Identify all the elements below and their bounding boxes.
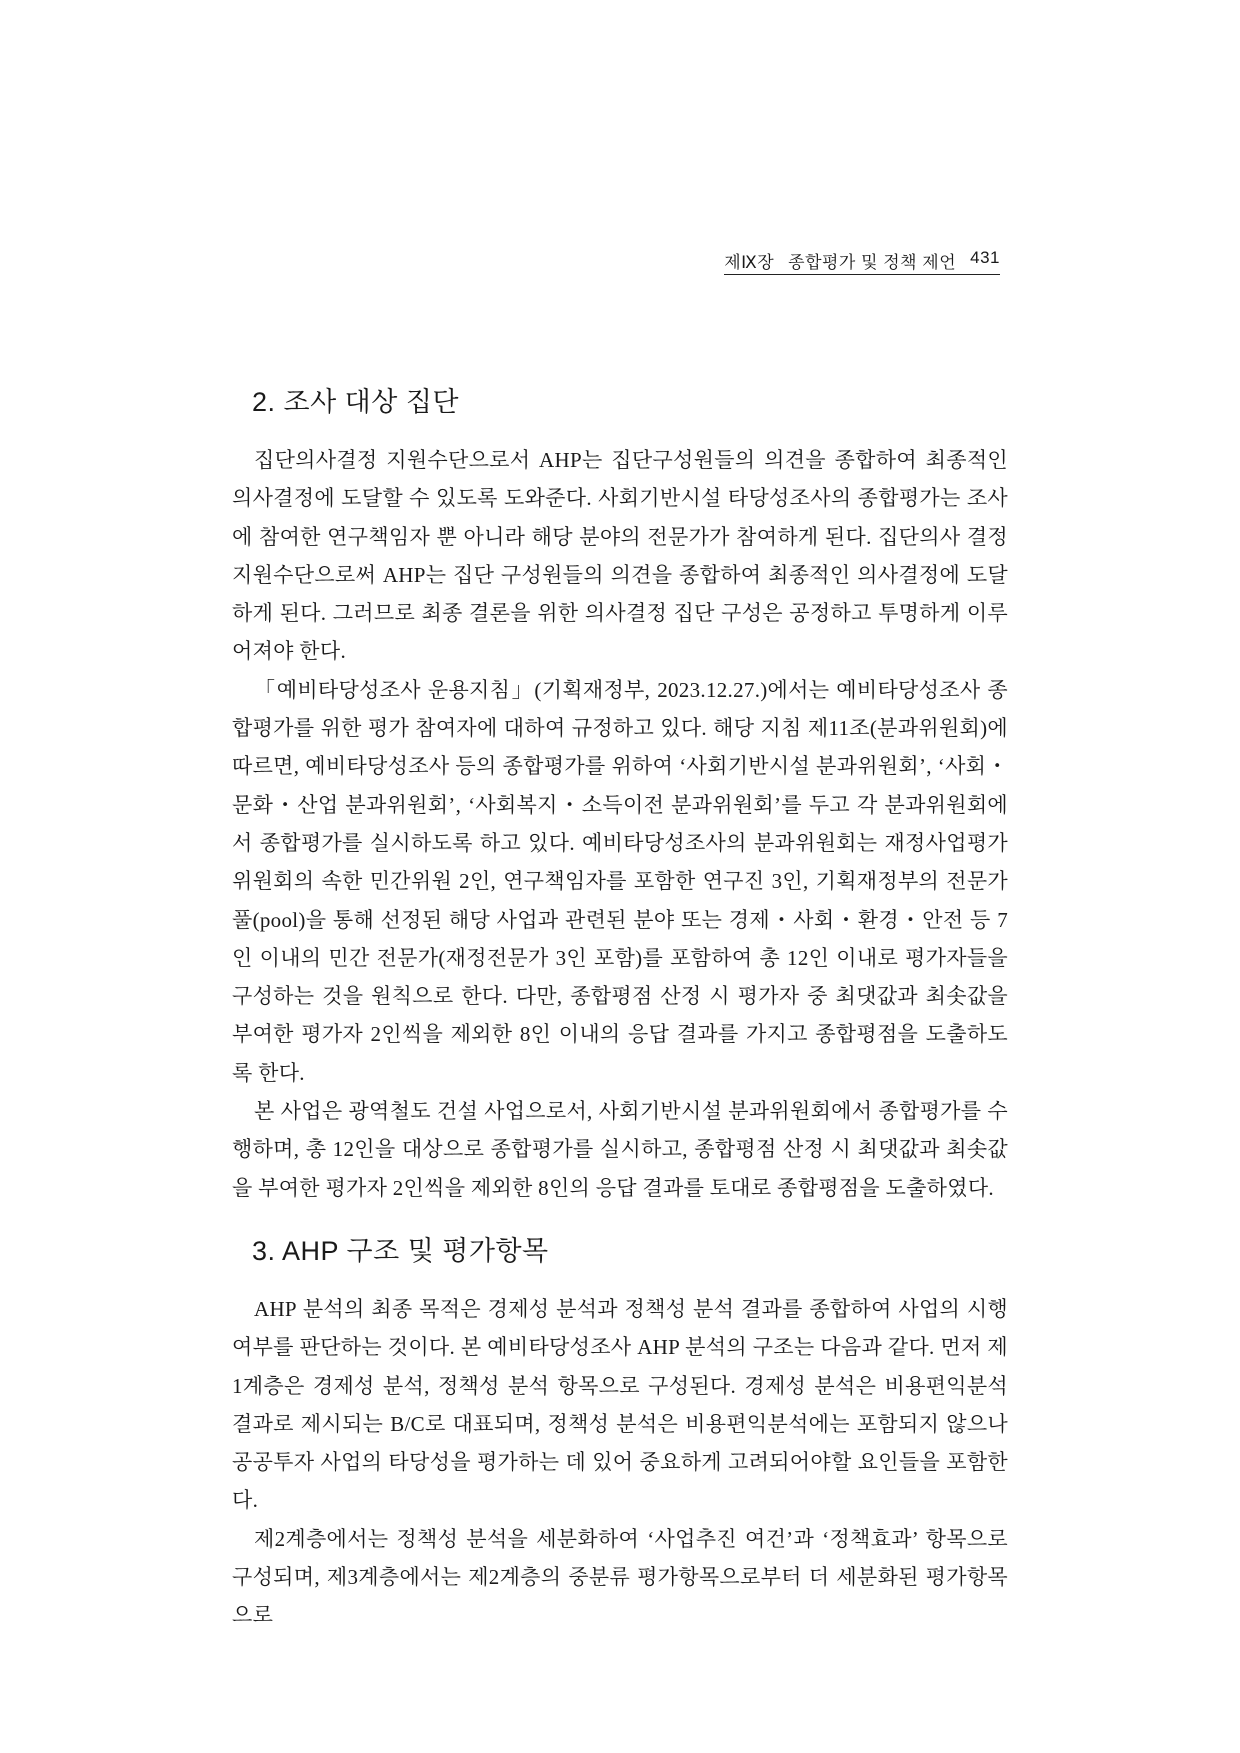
chapter-label: 제Ⅸ장 [724,253,775,272]
paragraph: 집단의사결정 지원수단으로서 AHP는 집단구성원들의 의견을 종합하여 최종적인 의사결정에 도달할 수 있도록 도와준다. 사회기반시설 타당성조사의 종합평가는 조사에 참여한 연구책임자 뿐 아니라 해당 분야의 전문가가 참여하게 된다. 집단의사 결정 지원수단으로써 AHP는 집단 구성원들의 의견을 종합하여 최종적인 의사결정에 도달하게 된다. 그러므로 최종 결론을 위한 의사결정 집단 구성은 공정하고 투명하게 이루어져야 한다. [232,448,1008,664]
section-heading: 2. 조사 대상 집단 [252,387,460,417]
paragraph: 「예비타당성조사 운용지침」(기획재정부, 2023.12.27.)에서는 예비타당성조사 종합평가를 위한 평가 참여자에 대하여 규정하고 있다. 해당 지침 제11조(분과위원회)에 따르면, 예비타당성조사 등의 종합평가를 위하여 ‘사회기반시설 분과위원회’, ‘사회・문화・산업 분과위원회’, ‘사회복지・소득이전 분과위원회’를 두고 각 분과위원회에서 종합평가를 실시하도록 하고 있다. 예비타당성조사의 분과위원회는 재정사업평가위원회의 속한 민간위원 2인, 연구책임자를 포함한 연구진 3인, 기획재정부의 전문가 풀(pool)을 통해 선정된 해당 사업과 관련된 분야 또는 경제・사회・환경・안전 등 7인 이내의 민간 전문가(재정전문가 3인 포함)를 포함하여 총 12인 이내로 평가자들을 구성하는 것을 원칙으로 한다. 다만, 종합평점 산정 시 평가자 중 최댓값과 최솟값을 부여한 평가자 2인씩을 제외한 8인 이내의 응답 결과를 가지고 종합평점을 도출하도록 한다. [232,677,1009,1085]
chapter-title: 종합평가 및 정책 제언 [788,253,957,272]
running-header [724,248,1000,275]
paragraph: 제2계층에서는 정책성 분석을 세분화하여 ‘사업추진 여건’과 ‘정책효과’ 항목으로 구성되며, 제3계층에서는 제2계층의 중분류 평가항목으로부터 더 세분화된 평가항목으로 [232,1526,1008,1628]
page-number: 431 [970,248,1000,267]
paragraph: AHP 분석의 최종 목적은 경제성 분석과 정책성 분석 결과를 종합하여 사업의 시행여부를 판단하는 것이다. 본 예비타당성조사 AHP 분석의 구조는 다음과 같다. 먼저 제1계층은 경제성 분석, 정책성 분석 항목으로 구성된다. 경제성 분석은 비용편익분석 결과로 제시되는 B/C로 대표되며, 정책성 분석은 비용편익분석에는 포함되지 않으나 공공투자 사업의 타당성을 평가하는 데 있어 중요하게 고려되어야할 요인들을 포함한다. [232,1296,1008,1513]
section-ahp-structure [232,1229,1008,1635]
paragraph: 본 사업은 광역철도 건설 사업으로서, 사회기반시설 분과위원회에서 종합평가를 수행하며, 총 12인을 대상으로 종합평가를 실시하고, 종합평점 산정 시 최댓값과 최솟값을 부여한 평가자 2인씩을 제외한 8인의 응답 결과를 토대로 종합평점을 도출하였다. [232,1099,1008,1200]
page-body [232,380,1008,1635]
section-heading: 3. AHP 구조 및 평가항목 [252,1235,549,1266]
section-survey-group [232,380,1008,1207]
